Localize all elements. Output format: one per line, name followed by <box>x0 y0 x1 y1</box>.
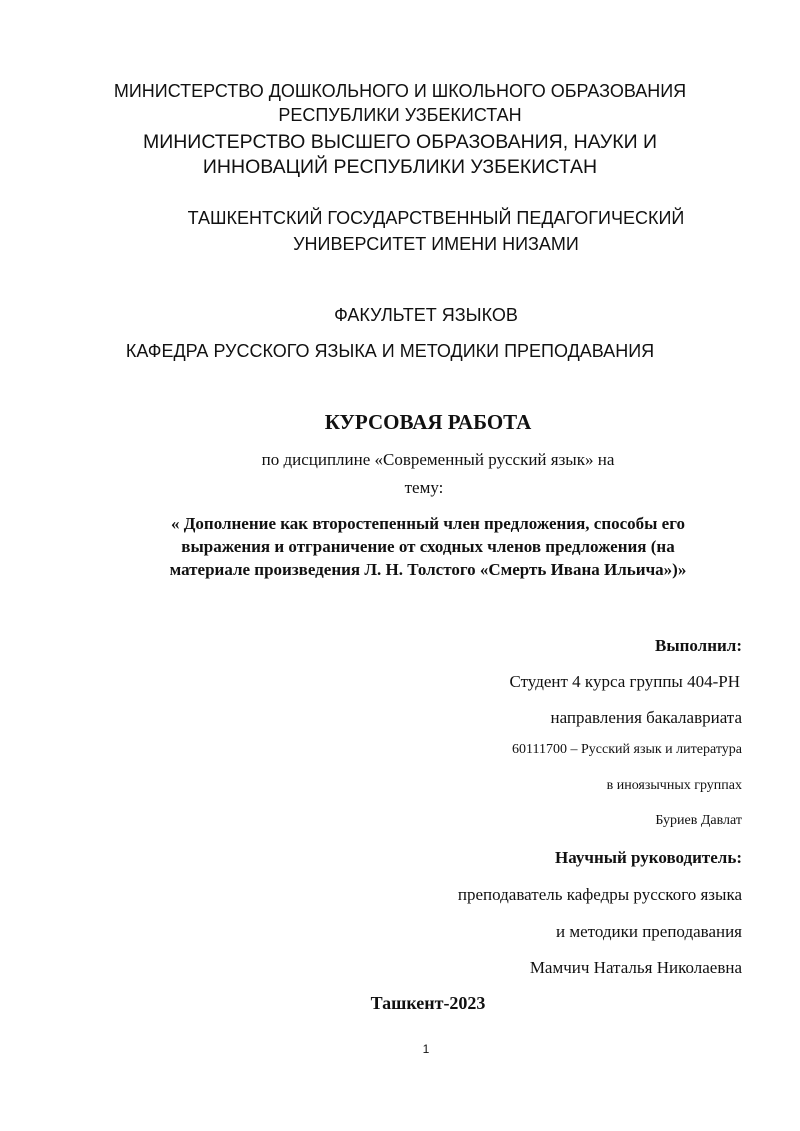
author-student: Студент 4 курса группы 404-РН <box>509 672 740 691</box>
topic-line3: материале произведения Л. Н. Толстого «Смерть Ивана Ильича»)» <box>169 560 687 579</box>
author-label: Выполнил: <box>654 636 742 655</box>
supervisor-label: Научный руководитель: <box>555 848 742 867</box>
discipline-line2: тему: <box>404 478 444 497</box>
ministry-preschool-line2: РЕСПУБЛИКИ УЗБЕКИСТАН <box>278 105 522 125</box>
discipline-line1: по дисциплине «Современный русский язык» на <box>261 450 615 469</box>
author-direction: направления бакалавриата <box>550 708 742 727</box>
supervisor-name: Мамчич Наталья Николаевна <box>529 958 742 977</box>
author-program: 60111700 – Русский язык и литература <box>512 742 742 757</box>
supervisor-position-line1: преподаватель кафедры русского языка <box>457 885 742 904</box>
work-type-title: КУРСОВАЯ РАБОТА <box>324 410 532 434</box>
author-groups: в иноязычных группах <box>606 778 742 793</box>
department-title: КАФЕДРА РУССКОГО ЯЗЫКА И МЕТОДИКИ ПРЕПОДАВАНИЯ <box>125 341 655 361</box>
ministry-higher-line1: МИНИСТЕРСТВО ВЫСШЕГО ОБРАЗОВАНИЯ, НАУКИ И <box>142 131 658 153</box>
page-number: 1 <box>422 1042 430 1056</box>
topic-line2: выражения и отграничение от сходных членов предложения (на <box>181 537 675 556</box>
supervisor-position-line2: и методики преподавания <box>555 922 742 941</box>
city-year: Ташкент-2023 <box>370 993 486 1013</box>
author-name: Буриев Давлат <box>655 813 742 828</box>
university-line2: УНИВЕРСИТЕТ ИМЕНИ НИЗАМИ <box>293 234 579 254</box>
university-line1: ТАШКЕНТСКИЙ ГОСУДАРСТВЕННЫЙ ПЕДАГОГИЧЕСКИЙ <box>187 208 685 228</box>
ministry-higher-line2: ИННОВАЦИЙ РЕСПУБЛИКИ УЗБЕКИСТАН <box>202 156 598 178</box>
ministry-preschool-line1: МИНИСТЕРСТВО ДОШКОЛЬНОГО И ШКОЛЬНОГО ОБРАЗОВАНИЯ <box>113 81 687 101</box>
faculty-title: ФАКУЛЬТЕТ ЯЗЫКОВ <box>334 305 518 325</box>
topic-line1: « Дополнение как второстепенный член предложения, способы его <box>170 514 686 533</box>
